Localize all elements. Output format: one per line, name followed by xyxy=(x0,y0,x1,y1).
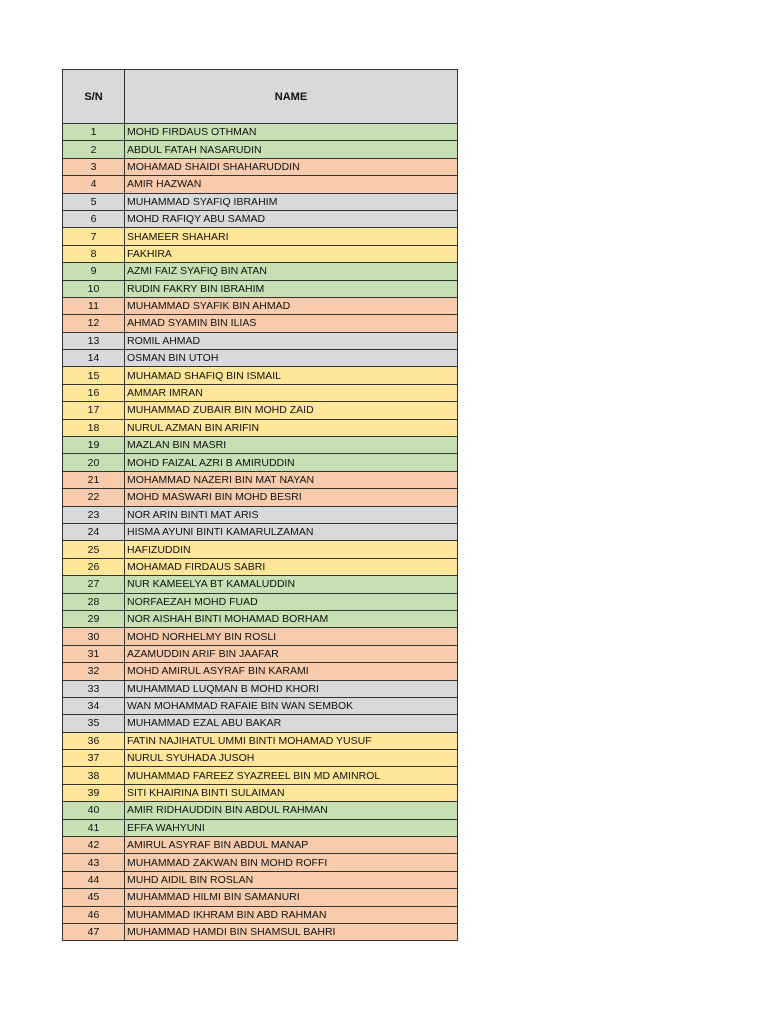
name-cell: MUHAMMAD SYAFIK BIN AHMAD xyxy=(125,297,458,314)
sn-cell: 14 xyxy=(63,350,125,367)
sn-cell: 35 xyxy=(63,715,125,732)
name-cell: AMIRUL ASYRAF BIN ABDUL MANAP xyxy=(125,837,458,854)
table-row xyxy=(63,697,458,714)
sn-cell: 4 xyxy=(63,176,125,193)
sn-cell: 36 xyxy=(63,732,125,749)
sn-cell: 6 xyxy=(63,210,125,227)
name-cell: AZMI FAIZ SYAFIQ BIN ATAN xyxy=(125,263,458,280)
table-row xyxy=(63,558,458,575)
sn-cell: 37 xyxy=(63,750,125,767)
name-cell: FATIN NAJIHATUL UMMI BINTI MOHAMAD YUSUF xyxy=(125,732,458,749)
table-row xyxy=(63,158,458,175)
table-row xyxy=(63,297,458,314)
table-row xyxy=(63,489,458,506)
table-row xyxy=(63,437,458,454)
table-row xyxy=(63,332,458,349)
name-cell: ROMIL AHMAD xyxy=(125,332,458,349)
sn-cell: 10 xyxy=(63,280,125,297)
table-row xyxy=(63,645,458,662)
name-cell: WAN MOHAMMAD RAFAIE BIN WAN SEMBOK xyxy=(125,697,458,714)
name-cell: MUHAMMAD SYAFIQ IBRAHIM xyxy=(125,193,458,210)
table-body xyxy=(63,124,458,941)
table-row xyxy=(63,802,458,819)
sn-cell: 13 xyxy=(63,332,125,349)
table-row xyxy=(63,854,458,871)
name-cell: MUHAMMAD ZAKWAN BIN MOHD ROFFI xyxy=(125,854,458,871)
name-cell: NOR ARIN BINTI MAT ARIS xyxy=(125,506,458,523)
table-row xyxy=(63,315,458,332)
name-cell: MOHD FIRDAUS OTHMAN xyxy=(125,124,458,141)
name-cell: MUHAMMAD FAREEZ SYAZREEL BIN MD AMINROL xyxy=(125,767,458,784)
sn-cell: 40 xyxy=(63,802,125,819)
table-row xyxy=(63,871,458,888)
sn-cell: 42 xyxy=(63,837,125,854)
sn-cell: 34 xyxy=(63,697,125,714)
table-row xyxy=(63,402,458,419)
sn-cell: 26 xyxy=(63,558,125,575)
table-row xyxy=(63,680,458,697)
table-row xyxy=(63,767,458,784)
sn-cell: 31 xyxy=(63,645,125,662)
sn-cell: 1 xyxy=(63,124,125,141)
sn-column-header: S/N xyxy=(63,70,125,124)
sn-cell: 41 xyxy=(63,819,125,836)
sn-cell: 12 xyxy=(63,315,125,332)
table-row xyxy=(63,715,458,732)
sn-cell: 2 xyxy=(63,141,125,158)
name-cell: MUHAMMAD HILMI BIN SAMANURI xyxy=(125,889,458,906)
name-cell: MOHD MASWARI BIN MOHD BESRI xyxy=(125,489,458,506)
sn-cell: 47 xyxy=(63,923,125,940)
table-row xyxy=(63,610,458,627)
name-cell: NURUL AZMAN BIN ARIFIN xyxy=(125,419,458,436)
sn-cell: 7 xyxy=(63,228,125,245)
sn-cell: 23 xyxy=(63,506,125,523)
table-row xyxy=(63,454,458,471)
table-row xyxy=(63,367,458,384)
name-cell: MUHAMMAD IKHRAM BIN ABD RAHMAN xyxy=(125,906,458,923)
table-row xyxy=(63,541,458,558)
name-cell: AMIR RIDHAUDDIN BIN ABDUL RAHMAN xyxy=(125,802,458,819)
table-row xyxy=(63,141,458,158)
name-list-table xyxy=(62,69,458,941)
table-row xyxy=(63,732,458,749)
name-cell: SHAMEER SHAHARI xyxy=(125,228,458,245)
table-row xyxy=(63,210,458,227)
sn-cell: 38 xyxy=(63,767,125,784)
table-row xyxy=(63,263,458,280)
name-cell: OSMAN BIN UTOH xyxy=(125,350,458,367)
name-cell: MOHD AMIRUL ASYRAF BIN KARAMI xyxy=(125,663,458,680)
table-row xyxy=(63,837,458,854)
name-cell: HAFIZUDDIN xyxy=(125,541,458,558)
sn-cell: 19 xyxy=(63,437,125,454)
name-cell: NORFAEZAH MOHD FUAD xyxy=(125,593,458,610)
table-row xyxy=(63,193,458,210)
sn-cell: 9 xyxy=(63,263,125,280)
name-cell: MUHAMAD SHAFIQ BIN ISMAIL xyxy=(125,367,458,384)
table-row xyxy=(63,228,458,245)
sn-cell: 18 xyxy=(63,419,125,436)
sn-cell: 30 xyxy=(63,628,125,645)
name-cell: AMMAR IMRAN xyxy=(125,384,458,401)
name-column-header: NAME xyxy=(125,70,458,124)
name-cell: MOHAMAD SHAIDI SHAHARUDDIN xyxy=(125,158,458,175)
table-row xyxy=(63,663,458,680)
sn-cell: 5 xyxy=(63,193,125,210)
sn-cell: 33 xyxy=(63,680,125,697)
table-row xyxy=(63,384,458,401)
table-row xyxy=(63,784,458,801)
sn-cell: 44 xyxy=(63,871,125,888)
sn-cell: 28 xyxy=(63,593,125,610)
sn-cell: 15 xyxy=(63,367,125,384)
sn-cell: 29 xyxy=(63,610,125,627)
name-cell: NURUL SYUHADA JUSOH xyxy=(125,750,458,767)
sn-cell: 21 xyxy=(63,471,125,488)
table-row xyxy=(63,750,458,767)
name-cell: MOHD RAFIQY ABU SAMAD xyxy=(125,210,458,227)
sn-cell: 25 xyxy=(63,541,125,558)
table-row xyxy=(63,923,458,940)
name-cell: MAZLAN BIN MASRI xyxy=(125,437,458,454)
name-cell: MOHD NORHELMY BIN ROSLI xyxy=(125,628,458,645)
name-cell: MOHAMAD FIRDAUS SABRI xyxy=(125,558,458,575)
table-row xyxy=(63,176,458,193)
table-row xyxy=(63,628,458,645)
name-cell: MOHAMMAD NAZERI BIN MAT NAYAN xyxy=(125,471,458,488)
table-row xyxy=(63,889,458,906)
name-cell: RUDIN FAKRY BIN IBRAHIM xyxy=(125,280,458,297)
table-row xyxy=(63,906,458,923)
sn-cell: 43 xyxy=(63,854,125,871)
name-cell: MUHAMMAD EZAL ABU BAKAR xyxy=(125,715,458,732)
name-cell: MOHD FAIZAL AZRI B AMIRUDDIN xyxy=(125,454,458,471)
table-row xyxy=(63,506,458,523)
name-cell: SITI KHAIRINA BINTI SULAIMAN xyxy=(125,784,458,801)
name-cell: MUHAMMAD LUQMAN B MOHD KHORI xyxy=(125,680,458,697)
name-cell: NUR KAMEELYA BT KAMALUDDIN xyxy=(125,576,458,593)
name-cell: MUHD AIDIL BIN ROSLAN xyxy=(125,871,458,888)
sn-cell: 20 xyxy=(63,454,125,471)
table-row xyxy=(63,523,458,540)
sn-cell: 16 xyxy=(63,384,125,401)
sn-cell: 45 xyxy=(63,889,125,906)
table-row xyxy=(63,576,458,593)
sn-cell: 39 xyxy=(63,784,125,801)
table-row xyxy=(63,280,458,297)
sn-cell: 17 xyxy=(63,402,125,419)
name-cell: FAKHIRA xyxy=(125,245,458,262)
name-cell: AHMAD SYAMIN BIN ILIAS xyxy=(125,315,458,332)
sn-cell: 27 xyxy=(63,576,125,593)
name-cell: ABDUL FATAH NASARUDIN xyxy=(125,141,458,158)
table-row xyxy=(63,471,458,488)
table-row xyxy=(63,124,458,141)
sn-cell: 32 xyxy=(63,663,125,680)
sn-cell: 11 xyxy=(63,297,125,314)
table-row xyxy=(63,593,458,610)
sn-cell: 46 xyxy=(63,906,125,923)
name-cell: NOR AISHAH BINTI MOHAMAD BORHAM xyxy=(125,610,458,627)
name-cell: AMIR HAZWAN xyxy=(125,176,458,193)
header-row xyxy=(63,70,458,124)
table-row xyxy=(63,819,458,836)
table-row xyxy=(63,245,458,262)
name-cell: AZAMUDDIN ARIF BIN JAAFAR xyxy=(125,645,458,662)
table-row xyxy=(63,419,458,436)
sn-cell: 3 xyxy=(63,158,125,175)
name-cell: MUHAMMAD HAMDI BIN SHAMSUL BAHRI xyxy=(125,923,458,940)
table-row xyxy=(63,350,458,367)
sn-cell: 8 xyxy=(63,245,125,262)
sn-cell: 22 xyxy=(63,489,125,506)
name-cell: EFFA WAHYUNI xyxy=(125,819,458,836)
name-cell: MUHAMMAD ZUBAIR BIN MOHD ZAID xyxy=(125,402,458,419)
sn-cell: 24 xyxy=(63,523,125,540)
name-cell: HISMA AYUNI BINTI KAMARULZAMAN xyxy=(125,523,458,540)
